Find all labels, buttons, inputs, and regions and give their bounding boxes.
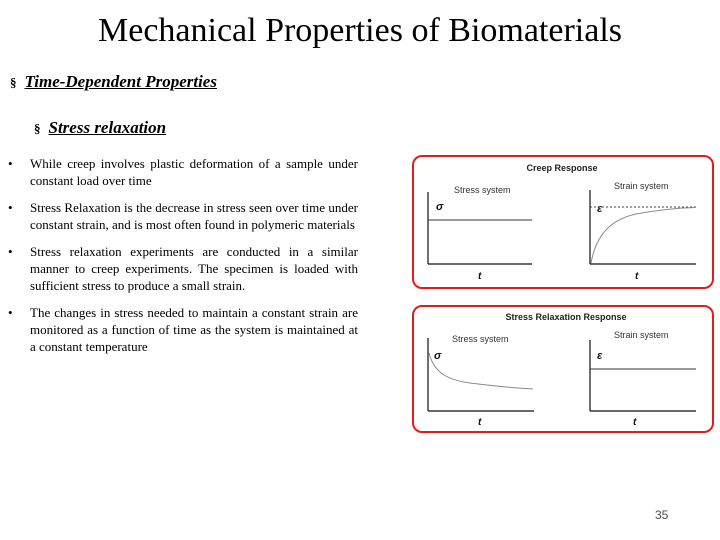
- slide-title: Mechanical Properties of Biomaterials: [98, 12, 622, 49]
- bullet-text: Stress relaxation experiments are conducted in a similar manner to creep experiments. The specimen is loaded with sufficient stress to produce a small strain.: [30, 244, 358, 293]
- heading-stress-relaxation: [34, 118, 166, 138]
- relax-sigma-label: σ: [434, 350, 442, 362]
- creep-stress-t-label: t: [478, 271, 482, 282]
- relax-stress-curve: [429, 353, 533, 389]
- creep-strain-label: Strain system: [614, 181, 669, 191]
- creep-strain-t-label: t: [635, 271, 639, 282]
- bullet-item: [8, 243, 358, 294]
- relax-stress-label: Stress system: [452, 334, 509, 344]
- relax-panel-title: Stress Relaxation Response: [505, 312, 627, 322]
- bullet-text: Stress Relaxation is the decrease in stress seen over time under constant strain, and is most often found in polymeric materials: [30, 200, 358, 232]
- heading-1-text: Time-Dependent Properties: [24, 72, 217, 91]
- bullet-dot-icon: •: [8, 305, 13, 320]
- bullet-dot-icon: •: [8, 156, 13, 171]
- bullet-text: While creep involves plastic deformation of a sample under constant load over time: [30, 156, 358, 188]
- creep-sigma-label: σ: [436, 201, 444, 213]
- bullet-dot-icon: •: [8, 244, 13, 259]
- relax-epsilon-label: ε: [597, 350, 603, 362]
- stress-relaxation-panel: [412, 305, 714, 433]
- bullet-item: [8, 155, 358, 189]
- creep-response-diagram: [414, 157, 711, 286]
- creep-strain-curve: [591, 208, 695, 264]
- relax-strain-label: Strain system: [614, 330, 669, 340]
- stress-relaxation-diagram: [414, 307, 711, 430]
- bullet-item: [8, 199, 358, 233]
- heading-time-dependent: [10, 72, 217, 92]
- creep-panel-title: Creep Response: [526, 163, 598, 173]
- page-number: 35: [655, 508, 669, 522]
- heading-2-text: Stress relaxation: [48, 118, 167, 137]
- relax-strain-t-label: t: [633, 417, 637, 428]
- square-bullet-icon: §: [10, 75, 17, 90]
- creep-stress-label: Stress system: [454, 185, 511, 195]
- bullet-dot-icon: •: [8, 200, 13, 215]
- bullet-text: The changes in stress needed to maintain a constant strain are monitored as a function of time as the system is maintained at a constant temperature: [30, 305, 358, 354]
- creep-epsilon-label: ε: [597, 203, 603, 215]
- bullet-list: [8, 155, 358, 365]
- bullet-item: [8, 304, 358, 355]
- creep-response-panel: [412, 155, 714, 289]
- relax-stress-t-label: t: [478, 417, 482, 428]
- square-bullet-icon: §: [34, 121, 41, 136]
